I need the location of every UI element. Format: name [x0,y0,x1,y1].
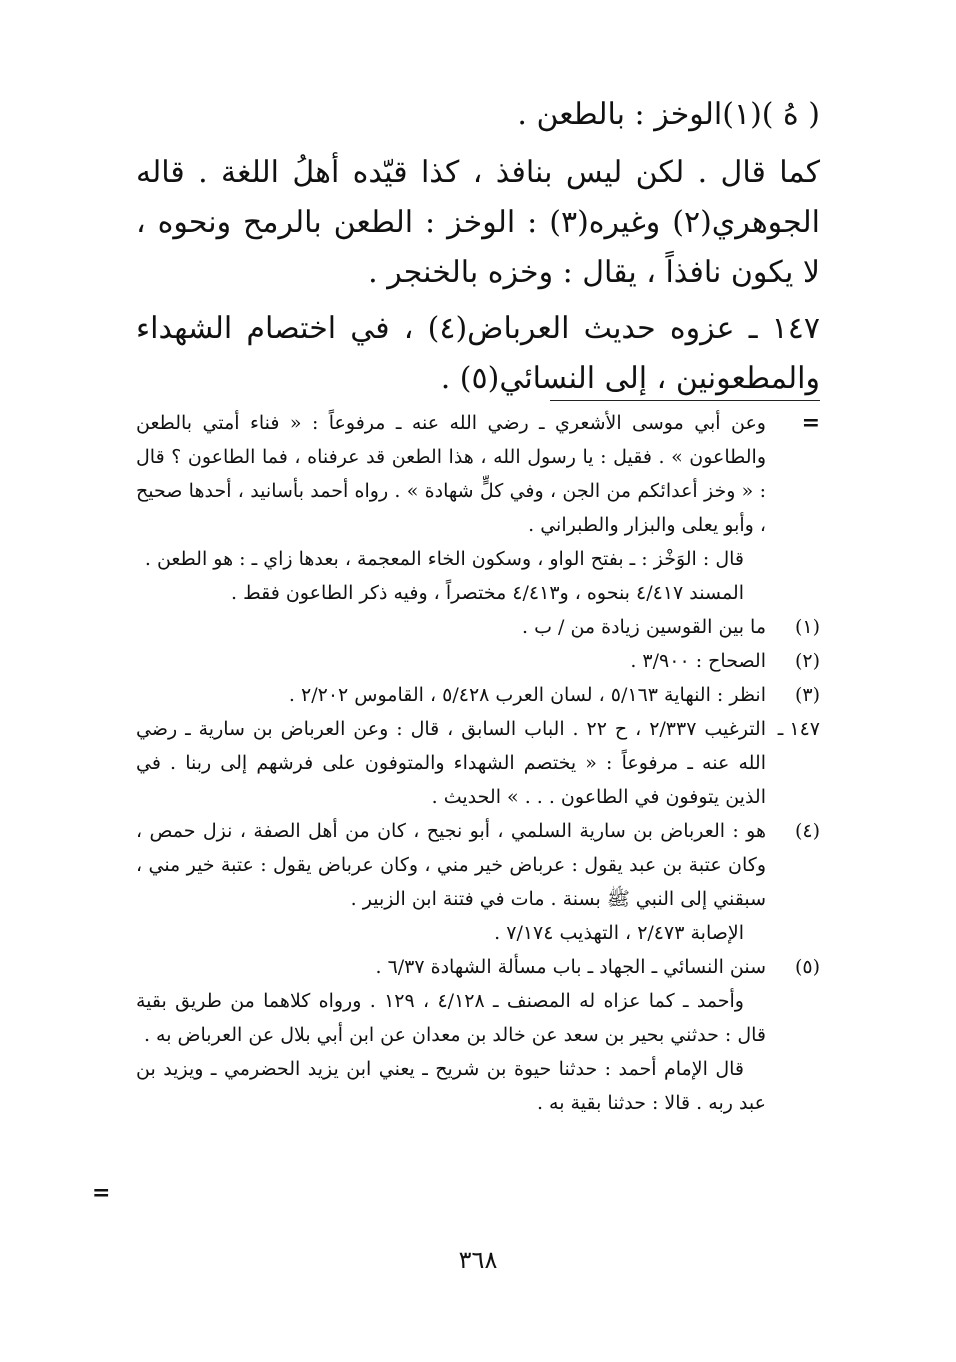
footnote-number [766,916,820,950]
continuation-end-mark: = [92,1180,111,1206]
footnote-item [136,950,820,984]
main-text [136,90,820,410]
footnote-text: الترغيب ٢/٣٣٧ ، ح ٢٢ . الباب السابق ، قال : وعن العرباض بن سارية ـ رضي الله عنه ـ مرفوعاً : « يختصم الشهداء والمتوفون على فرشهم إلى ربنا . في الذين يتوفون في الطاعون . . . » الحديث . [136,718,766,808]
footnote-text: الصحاح : ٣/٩٠٠ . [630,650,766,672]
footnote-text: انظر : النهاية ٥/١٦٣ ، لسان العرب ٥/٤٢٨ ، القاموس ٢/٢٠٢ . [288,684,766,706]
footnote-text: هو : العرباض بن سارية السلمي ، أبو نجيح ، كان من أهل الصفة ، نزل حمص ، وكان عتبة بن عبد يقول : عرباض خير مني ، وكان عرباض يقول : عتبة خير مني ، سبقني إلى النبي ﷺ بسنة . مات في فتنة ابن الزبير . [136,820,766,910]
footnote-item [136,678,820,712]
footnote-number: (٢) [794,650,820,672]
ahmad-reference: وأحمد ـ كما عزاه له المصنف ـ ٤/١٢٨ ، ١٢٩ . ورواه كلاهما من طريق بقية قال : حدثني بحير بن سعد عن خالد بن معدان عن ابن أبي بلال عن العرباض به . [136,990,766,1046]
footnote-item [136,644,820,678]
footnote-text: ما بين القوسين زيادة من / ب . [522,616,766,638]
footnote-number: (٣) [794,684,820,706]
footnote-text: الإصابة ٢/٤٧٣ ، التهذيب ٧/١٧٤ . [494,922,744,944]
footnote-text: سنن النسائي ـ الجهاد ـ باب مسألة الشهادة ٦/٣٧ . [375,956,766,978]
entry-heading: ( هُ )(١)الوخز : بالطعن . [517,97,820,132]
musnad-reference: المسند ٤/٤١٧ بنحوه ، و٤/٤١٣ مختصراً ، وفيه ذكر الطاعون فقط . [230,582,744,604]
footnote-item [136,814,820,916]
main-paragraph-1: كما قال . لكن ليس بنافذ ، كذا قيّده أهلُ اللغة . قاله الجوهري(٢) وغيره(٣) : الوخز : الطعن بالرمح ونحوه ، لا يكون نافذاً ، يقال : وخزه بالخنجر . [136,155,820,290]
footnotes [136,406,820,1120]
footnote-number: (٥) [794,956,820,978]
footnote-number: ١٤٧ ـ [777,718,820,740]
footnote-number: (١) [794,616,820,638]
footnote-item [136,610,820,644]
footnote-continuation [136,406,820,542]
imam-ahmad-chain: قال الإمام أحمد : حدثنا حيوة بن شريح ـ يعني ابن يزيد الحضرمي ـ ويزيد بن عبد ربه . قالا : حدثنا بقية به . [136,1058,766,1114]
continuation-mark: = [801,410,820,436]
main-paragraph-2: ١٤٧ ـ عزوه حديث العرباض(٤) ، في اختصام الشهداء والمطعونين ، إلى النسائي(٥) . [136,311,821,396]
continuation-text: وعن أبي موسى الأشعري ـ رضي الله عنه ـ مرفوعاً : « فناء أمتي بالطعن والطاعون » . فقيل : يا رسول الله ، هذا الطعن قد عرفناه ، فما الطاعون ؟ قال : « وخز أعدائكم من الجن ، وفي كلٍّ شهادة » . رواه أحمد بأسانيد ، أحدها صحيح ، وأبو يعلى والبزار والطبراني . [136,412,766,536]
footnote-number: (٤) [794,820,820,842]
page-number: ٣٦٨ [458,1246,498,1274]
footnote-item [136,712,820,814]
footnote-item [136,916,820,950]
wakhz-definition: قال : الوَخْز : ـ بفتح الواو ، وسكون الخاء المعجمة ، بعدها زاي ـ : هو الطعن . [144,548,744,570]
footnote-divider [550,400,820,401]
